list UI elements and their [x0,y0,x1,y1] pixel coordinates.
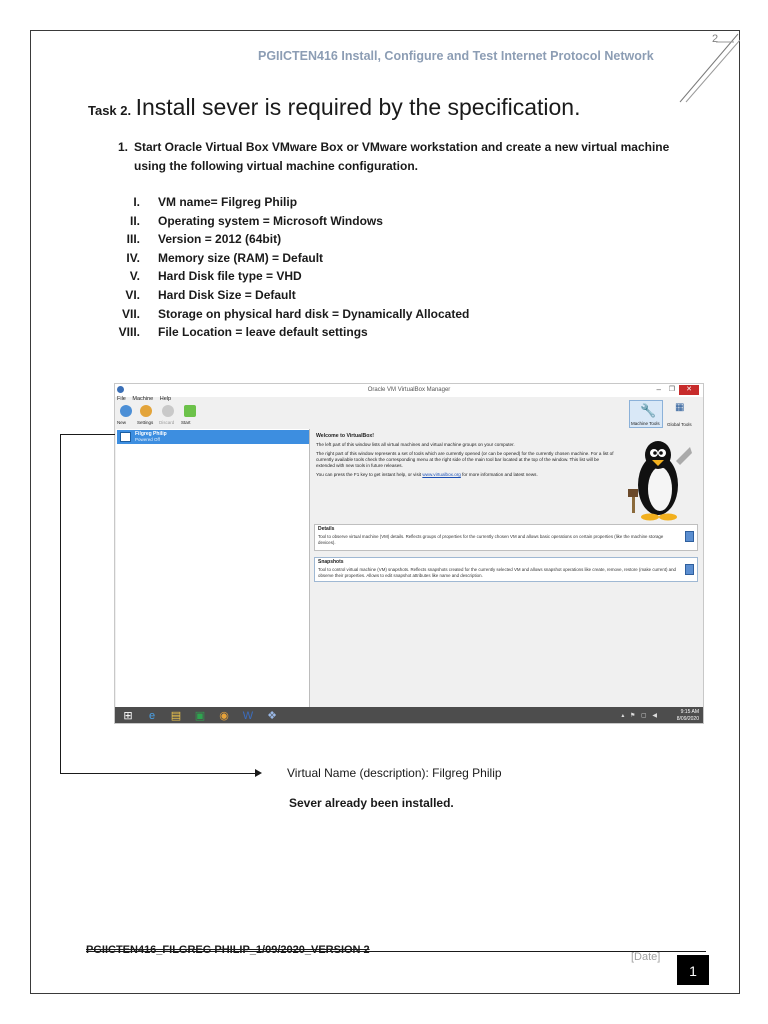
penguin-mascot-icon [624,433,694,521]
config-value: Storage on physical hard disk = Dynamically Allocated [158,306,470,321]
footer-date: [Date] [631,951,661,963]
snapshots-tool-panel[interactable] [314,557,698,582]
config-item [104,269,524,288]
config-item [104,325,524,344]
snapshots-camera-icon [685,564,694,575]
details-title: Details [318,526,335,532]
welcome-paragraph: The left part of this window lists all virtual machines and virtual machine groups on your computer. [316,442,515,447]
callout-line-top [60,434,115,435]
tools-switcher [629,400,699,430]
config-item [104,195,524,214]
vm-list-pane [116,429,310,707]
details-tool-panel[interactable] [314,524,698,551]
header-page-number: 2 [712,33,719,45]
machine-tools-label: Machine Tools [631,421,660,426]
config-numeral: I. [133,195,140,209]
machine-tools-button[interactable] [629,400,663,428]
header-title: PGIICTEN416 Install, Configure and Test Internet Protocol Network [258,49,654,63]
welcome-help-text: You can press the F1 key to get instant help, or visit [316,472,423,477]
corner-decoration [672,30,740,105]
details-description: Tool to observe virtual machine (VM) details. Reflects groups of properties for the currently chosen VM and allows basic operations on certain properties (like the machine storage devices). [318,534,664,545]
config-value: Operating system = Microsoft Windows [158,213,383,228]
footer-document-id: PGIICTEN416_FILGREG PHILIP_1/09/2020_VERSION 2 [86,944,370,956]
word-icon[interactable]: W [242,710,254,722]
global-tools-label: Global Tools [667,422,692,427]
snapshots-description: Tool to control virtual machine (VM) snapshots. Reflects snapshots created for the currently selected VM and allows snapshot operations like create, remove, restore (make current) and observe their properties. Allows to edit snapshot attributes like name and description. [318,567,677,578]
discard-label: Discard [159,420,175,425]
vm-os-icon [120,432,131,442]
vm-list-item[interactable] [117,430,309,444]
installed-note: Sever already been installed. [289,796,454,810]
system-tray-icons: ▴ ⚑ ▢ ◀ [621,713,659,719]
config-value: Memory size (RAM) = Default [158,250,324,265]
welcome-text [316,433,616,481]
callout-arrowhead [255,769,262,777]
windows-start-icon[interactable]: ⊞ [123,710,133,722]
welcome-title: Welcome to VirtualBox! [316,433,375,439]
settings-label: Settings [137,420,154,425]
config-item [104,251,524,270]
chrome-icon[interactable]: ◉ [219,710,229,722]
taskbar-clock [677,709,699,723]
menu-help[interactable]: Help [159,396,172,402]
config-numeral: II. [129,213,140,228]
task-label: Task 2. [88,103,132,118]
start-label: Start [181,420,191,425]
file-explorer-icon[interactable]: ▤ [170,710,182,722]
snapshots-title: Snapshots [318,559,344,565]
config-value: Hard Disk Size = Default [158,287,296,302]
new-button[interactable] [117,404,137,428]
config-value: Version = 2012 (64bit) [158,232,282,247]
instruction-text: Start Oracle Virtual Box VMware Box or VMware workstation and create a new virtual machine using the following virtual machine configuration. [134,140,670,173]
config-item [104,288,524,307]
window-titlebar [115,384,703,397]
task-heading [88,94,580,121]
welcome-paragraph [316,472,616,478]
main-toolbar [117,404,237,428]
virtualbox-screenshot [114,383,704,724]
internet-explorer-icon[interactable]: e [148,710,156,722]
callout-line-bottom [60,773,260,774]
new-label: New [117,420,127,425]
config-value: VM name= Filgreg Philip [158,195,298,209]
task-title: Install sever is required by the specification. [135,94,581,120]
menu-file[interactable]: File [117,396,126,402]
settings-gear-icon [140,405,152,417]
footer-page-number: 1 [677,955,709,985]
config-numeral: VIII. [118,325,140,340]
config-item [104,232,524,251]
config-numeral: VI. [125,287,140,302]
config-numeral: V. [129,269,140,284]
clock-time: 9:15 AM [680,709,699,715]
welcome-paragraph: The right part of this window represents a set of tools which are currently opened (or can be opened) for the currently chosen machine. For a list of currently available tools check the corresponding menu at the right side of the main tool bar located at the top of the window. This list will be extended with new tools in future releases. [316,451,614,468]
discard-button[interactable] [159,404,179,428]
discard-arrow-icon [162,405,174,417]
start-arrow-icon [184,405,196,417]
callout-label: Virtual Name (description): Filgreg Philip [287,766,502,780]
wrench-icon: 🔧 [640,403,657,418]
tools-pane [312,429,700,707]
settings-button[interactable] [137,404,157,428]
vm-config-list [104,195,524,344]
config-numeral: III. [126,232,140,247]
start-button[interactable] [181,404,201,428]
global-tools-button[interactable] [667,400,697,428]
virtualbox-link[interactable]: www.virtualbox.org [422,472,461,477]
menu-bar [117,396,176,402]
config-value: File Location = leave default settings [158,325,368,340]
config-numeral: IV. [126,250,140,265]
new-vm-icon [120,405,132,417]
config-value: Hard Disk file type = VHD [158,269,302,284]
global-tools-icon: ▦ [675,402,685,413]
instruction-item [118,138,698,176]
config-item [104,307,524,326]
details-icon [685,531,694,542]
minimize-icon[interactable]: – [656,385,661,394]
close-icon[interactable]: ✕ [679,385,699,395]
config-item [104,214,524,233]
instruction-number: 1. [118,140,129,154]
welcome-help-text-end: for more information and latest news. [460,472,538,477]
callout-line-vertical [60,434,61,774]
clock-date: 8/09/2020 [676,716,699,722]
config-numeral: VII. [121,306,140,321]
store-icon[interactable]: ▣ [194,710,206,722]
vm-state: Powered Off [135,437,160,442]
restore-icon[interactable]: ❐ [668,386,675,393]
virtualbox-taskbar-icon[interactable]: ❖ [267,710,277,722]
menu-machine[interactable]: Machine [132,396,154,402]
windows-taskbar [115,707,703,724]
vm-name: Filgreg Philip [135,431,167,437]
window-title: Oracle VM VirtualBox Manager [367,387,451,393]
